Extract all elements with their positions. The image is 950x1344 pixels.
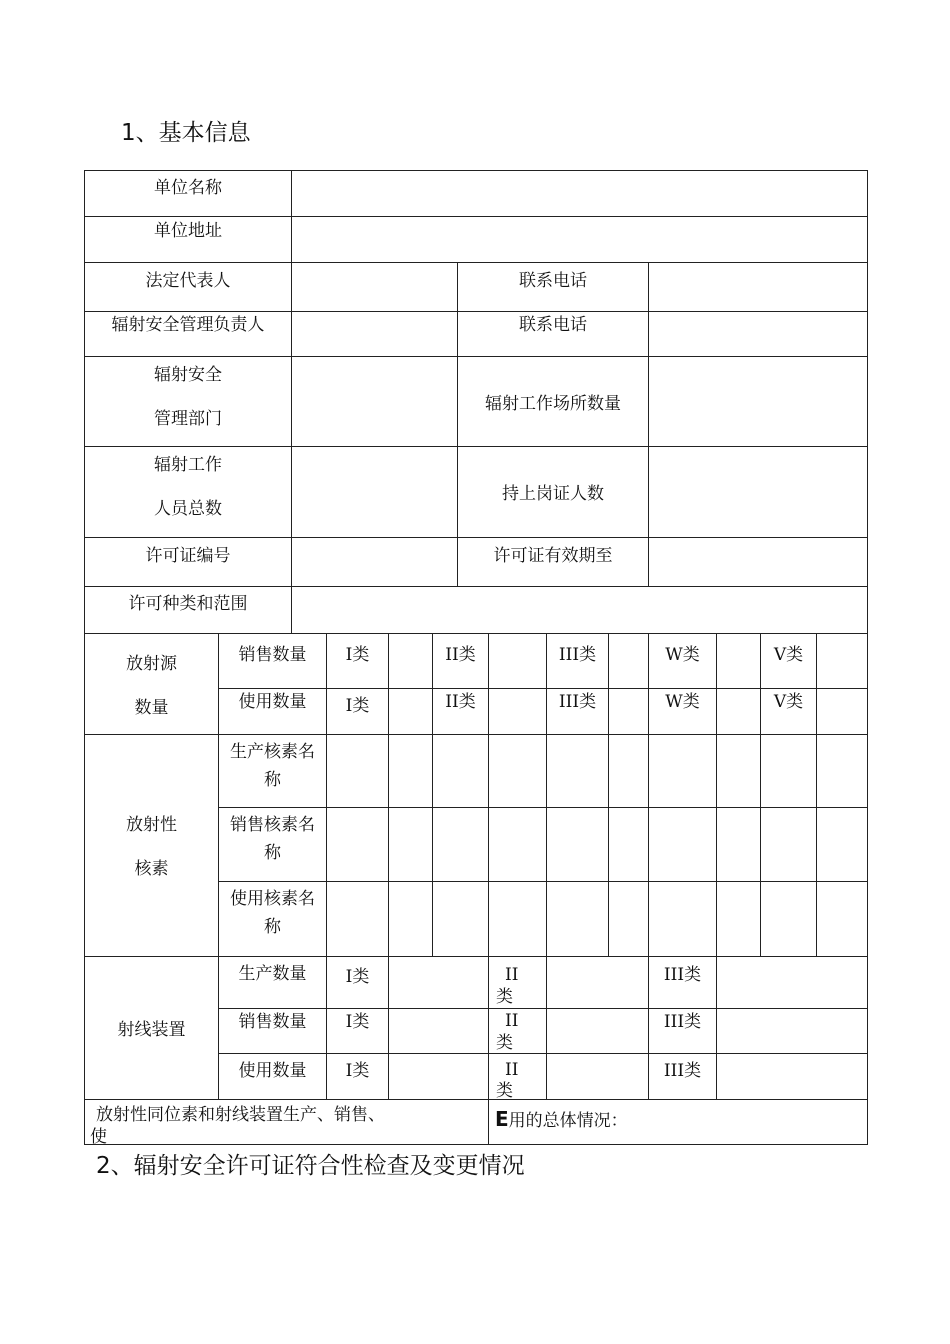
sources-label-line1: 放射源 bbox=[126, 654, 177, 674]
devices-produce-label: 生产数量 bbox=[238, 964, 307, 984]
license-number-field[interactable] bbox=[292, 538, 457, 586]
legal-rep-label: 法定代表人 bbox=[145, 271, 231, 291]
nuclides-label-line2: 核素 bbox=[134, 859, 169, 879]
nuclides-produce-label-line1: 生产核素名 bbox=[230, 742, 315, 762]
staff-total-field[interactable] bbox=[292, 447, 457, 537]
sources-use-class1: I类 bbox=[345, 696, 370, 716]
devices-sales-class2-line2: 类 bbox=[496, 1033, 513, 1053]
summary-text: 用的总体情况： bbox=[508, 1111, 628, 1131]
sources-sales-label: 销售数量 bbox=[238, 645, 307, 665]
devices-use-class2-line2: 类 bbox=[496, 1081, 513, 1101]
unit-address-label: 单位地址 bbox=[154, 221, 222, 241]
nuclides-use-label-line2: 称 bbox=[264, 917, 281, 937]
safety-dept-field[interactable] bbox=[292, 357, 457, 446]
nuclides-use-label-line1: 使用核素名 bbox=[230, 889, 315, 909]
safety-dept-label-line2: 管理部门 bbox=[154, 409, 222, 429]
safety-dept-label-line1: 辐射安全 bbox=[154, 365, 222, 385]
workplace-count-field[interactable] bbox=[649, 357, 867, 446]
sources-sales-class2: II类 bbox=[445, 645, 476, 665]
sources-use-class5: V类 bbox=[773, 692, 804, 712]
sources-sales-class4: W类 bbox=[665, 645, 700, 665]
devices-use-class3: III类 bbox=[663, 1061, 702, 1081]
unit-name-field[interactable] bbox=[292, 171, 867, 216]
staff-total-label-line2: 人员总数 bbox=[154, 499, 222, 519]
sources-use-class2: II类 bbox=[445, 692, 476, 712]
certified-count-label: 持上岗证人数 bbox=[502, 484, 604, 504]
safety-manager-phone-field[interactable] bbox=[649, 312, 867, 356]
summary-label-line1: 放射性同位素和射线装置生产、销售、 bbox=[96, 1105, 385, 1125]
summary-prefix: E bbox=[495, 1107, 509, 1131]
summary-label-right bbox=[495, 1108, 628, 1132]
devices-produce-class2-line1: II bbox=[505, 965, 519, 985]
legal-rep-field[interactable] bbox=[292, 263, 457, 311]
nuclides-label-line1: 放射性 bbox=[126, 815, 177, 835]
sources-use-class4: W类 bbox=[665, 692, 700, 712]
devices-use-class1: I类 bbox=[345, 1061, 370, 1081]
devices-label: 射线装置 bbox=[117, 1020, 186, 1040]
devices-produce-class1: I类 bbox=[345, 967, 370, 987]
sources-label-line2: 数量 bbox=[134, 698, 169, 718]
safety-manager-field[interactable] bbox=[292, 312, 457, 356]
devices-produce-class2-line2: 类 bbox=[496, 987, 513, 1007]
devices-sales-class1: I类 bbox=[345, 1012, 370, 1032]
devices-produce-class3: III类 bbox=[663, 965, 702, 985]
legal-rep-phone-label: 联系电话 bbox=[519, 271, 587, 291]
nuclides-produce-label-line2: 称 bbox=[264, 770, 281, 790]
license-valid-field[interactable] bbox=[649, 538, 867, 586]
section-2-title: 2、辐射安全许可证符合性检查及变更情况 bbox=[96, 1153, 525, 1179]
unit-name-label: 单位名称 bbox=[154, 178, 222, 198]
section-1-title: 1、基本信息 bbox=[121, 120, 251, 146]
summary-label-line2: 使 bbox=[90, 1127, 107, 1147]
sources-use-class3: III类 bbox=[558, 692, 597, 712]
license-scope-field[interactable] bbox=[292, 587, 867, 633]
devices-sales-label: 销售数量 bbox=[238, 1012, 307, 1032]
safety-manager-label: 辐射安全管理负责人 bbox=[111, 315, 265, 335]
safety-manager-phone-label: 联系电话 bbox=[519, 315, 587, 335]
license-scope-label: 许可种类和范围 bbox=[128, 594, 248, 614]
sources-sales-class3: III类 bbox=[558, 645, 597, 665]
devices-sales-class2-line1: II bbox=[505, 1011, 519, 1031]
legal-rep-phone-field[interactable] bbox=[649, 263, 867, 311]
devices-use-class2-line1: II bbox=[505, 1060, 519, 1080]
devices-use-label: 使用数量 bbox=[238, 1061, 307, 1081]
license-number-label: 许可证编号 bbox=[145, 546, 231, 566]
staff-total-label-line1: 辐射工作 bbox=[154, 455, 222, 475]
devices-sales-class3: III类 bbox=[663, 1012, 702, 1032]
sources-use-label: 使用数量 bbox=[238, 692, 307, 712]
nuclides-sales-label-line2: 称 bbox=[264, 843, 281, 863]
certified-count-field[interactable] bbox=[649, 447, 867, 537]
sources-sales-class1: I类 bbox=[345, 645, 370, 665]
unit-address-field[interactable] bbox=[292, 217, 867, 262]
workplace-count-label: 辐射工作场所数量 bbox=[485, 394, 621, 414]
license-valid-label: 许可证有效期至 bbox=[493, 546, 613, 566]
sources-sales-class5: V类 bbox=[773, 645, 804, 665]
nuclides-sales-label-line1: 销售核素名 bbox=[230, 815, 315, 835]
